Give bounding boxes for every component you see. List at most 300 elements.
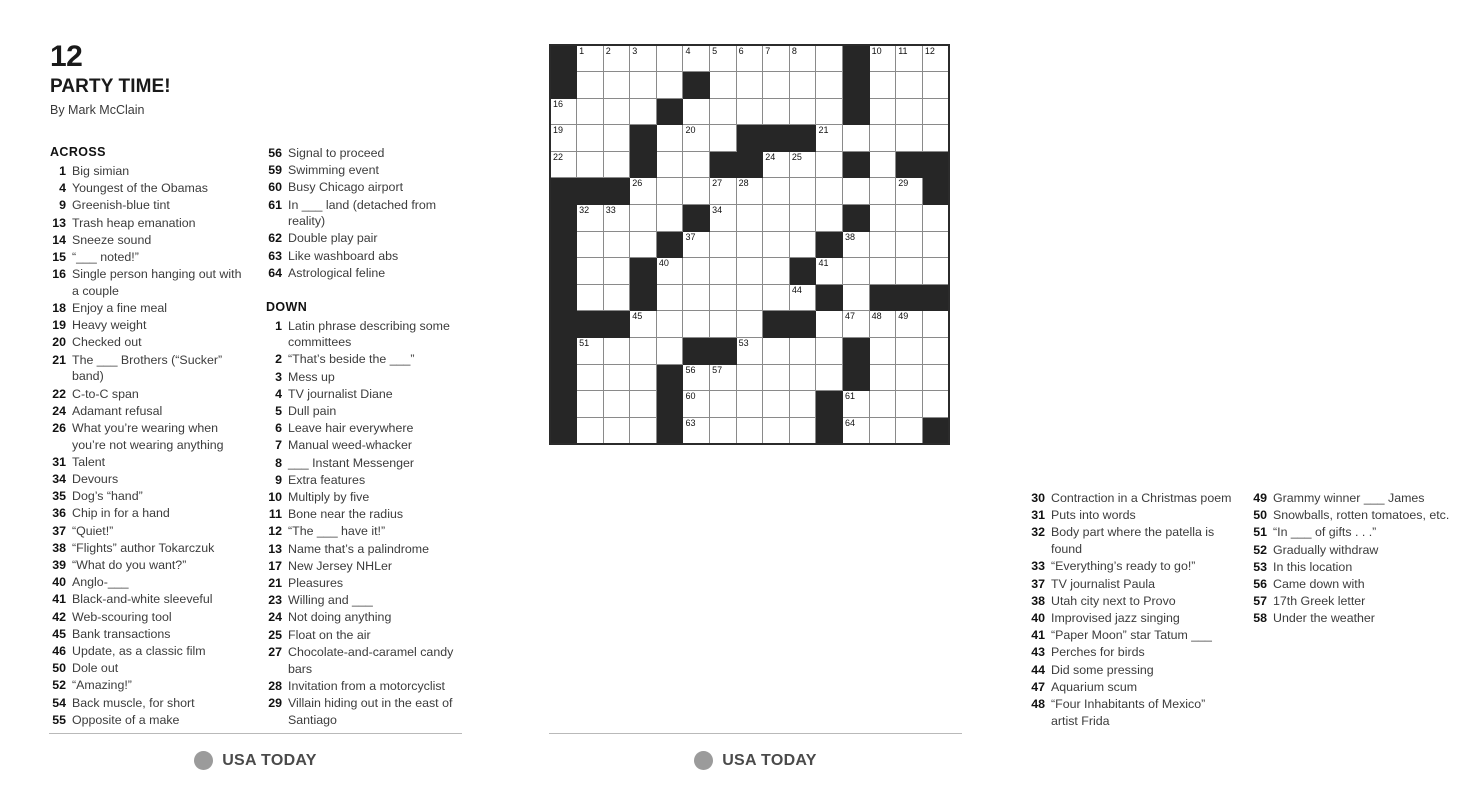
clue-item-across-64[interactable] <box>266 265 462 282</box>
grid-cell[interactable] <box>603 205 630 232</box>
clue-item-down-43[interactable] <box>1029 644 1233 661</box>
grid-cell-number: 32 <box>579 205 590 216</box>
grid-cell[interactable] <box>736 178 763 205</box>
clue-item-across-62[interactable] <box>266 230 462 247</box>
clue-item-across-42[interactable] <box>50 609 246 626</box>
grid-cell[interactable] <box>710 417 737 444</box>
grid-cell[interactable] <box>550 125 577 152</box>
grid-cell-number: 11 <box>898 46 908 56</box>
clue-number: 50 <box>52 661 66 676</box>
clue-item-down-10[interactable] <box>266 489 462 506</box>
grid-cell[interactable] <box>683 98 710 125</box>
grid-cell[interactable] <box>710 258 737 285</box>
grid-cell[interactable] <box>683 151 710 178</box>
clue-item-down-49[interactable] <box>1251 490 1455 507</box>
grid-cell[interactable] <box>896 231 923 258</box>
clue-item-across-39[interactable] <box>50 557 246 574</box>
clue-item-across-37[interactable] <box>50 523 246 540</box>
grid-cell[interactable] <box>843 178 870 205</box>
grid-cell[interactable] <box>896 391 923 418</box>
clue-item-across-22[interactable] <box>50 386 246 403</box>
grid-cell[interactable] <box>763 231 790 258</box>
grid-cell[interactable] <box>869 338 896 365</box>
clue-item-across-61[interactable] <box>266 197 462 230</box>
grid-cell[interactable] <box>869 311 896 338</box>
puzzle-byline: By Mark McClain <box>50 102 145 117</box>
grid-cell[interactable] <box>789 417 816 444</box>
grid-cell[interactable] <box>736 284 763 311</box>
grid-cell[interactable] <box>869 231 896 258</box>
grid-cell[interactable] <box>816 72 843 99</box>
clue-number: 49 <box>1253 491 1267 505</box>
grid-cell[interactable] <box>843 258 870 285</box>
grid-cell[interactable] <box>736 311 763 338</box>
grid-cell[interactable] <box>603 98 630 125</box>
clue-item-down-9[interactable] <box>266 472 462 489</box>
clue-item-across-21[interactable] <box>50 352 246 385</box>
grid-cell[interactable] <box>736 98 763 125</box>
grid-cell[interactable] <box>789 364 816 391</box>
clue-item-down-29[interactable] <box>266 695 462 728</box>
clue-item-down-41[interactable] <box>1029 627 1233 644</box>
clue-item-down-7[interactable] <box>266 437 462 454</box>
clue-text: Perches for birds <box>1051 645 1145 660</box>
clue-item-across-4[interactable] <box>50 180 246 197</box>
clue-item-across-26[interactable] <box>50 420 246 453</box>
grid-row <box>550 417 949 444</box>
grid-cell[interactable] <box>736 391 763 418</box>
grid-cell[interactable] <box>603 151 630 178</box>
clue-number: 37 <box>52 523 66 538</box>
left-page <box>0 0 500 800</box>
grid-cell[interactable] <box>843 417 870 444</box>
clue-item-across-54[interactable] <box>50 695 246 712</box>
grid-cell[interactable] <box>843 125 870 152</box>
clue-item-across-45[interactable] <box>50 626 246 643</box>
clue-text: In this location <box>1273 559 1353 574</box>
grid-cell[interactable] <box>789 391 816 418</box>
grid-cell[interactable] <box>577 284 604 311</box>
grid-cell[interactable] <box>630 205 657 232</box>
grid-cell[interactable] <box>922 311 949 338</box>
grid-cell[interactable] <box>736 205 763 232</box>
clue-item-down-33[interactable] <box>1029 558 1233 575</box>
grid-cell[interactable] <box>683 45 710 72</box>
clue-item-across-36[interactable] <box>50 505 246 522</box>
grid-cell[interactable] <box>869 45 896 72</box>
clue-item-down-11[interactable] <box>266 506 462 523</box>
clue-item-across-40[interactable] <box>50 574 246 591</box>
grid-cell[interactable] <box>922 258 949 285</box>
clue-item-down-12[interactable] <box>266 523 462 540</box>
clue-number: 17 <box>268 558 282 573</box>
clue-item-down-25[interactable] <box>266 627 462 644</box>
grid-cell[interactable] <box>603 364 630 391</box>
grid-cell[interactable] <box>550 151 577 178</box>
grid-cell[interactable] <box>763 98 790 125</box>
grid-cell-number: 60 <box>685 391 696 402</box>
clue-number: 55 <box>52 712 66 727</box>
clue-item-across-38[interactable] <box>50 540 246 557</box>
grid-cell[interactable] <box>763 205 790 232</box>
clue-item-across-13[interactable] <box>50 215 246 232</box>
grid-cell[interactable] <box>869 178 896 205</box>
grid-cell[interactable] <box>843 311 870 338</box>
grid-cell[interactable] <box>896 338 923 365</box>
grid-cell[interactable] <box>683 178 710 205</box>
grid-cell[interactable] <box>896 364 923 391</box>
clue-number: 34 <box>52 472 66 487</box>
grid-cell[interactable] <box>922 205 949 232</box>
clue-item-across-9[interactable] <box>50 197 246 214</box>
grid-cell[interactable] <box>630 391 657 418</box>
grid-cell[interactable] <box>683 231 710 258</box>
clue-item-down-28[interactable] <box>266 678 462 695</box>
grid-cell[interactable] <box>896 205 923 232</box>
grid-cell[interactable] <box>577 45 604 72</box>
clue-item-down-48[interactable] <box>1029 696 1233 729</box>
clue-item-down-4[interactable] <box>266 386 462 403</box>
grid-cell[interactable] <box>922 231 949 258</box>
grid-cell[interactable] <box>816 205 843 232</box>
clue-item-across-35[interactable] <box>50 488 246 505</box>
clue-item-down-6[interactable] <box>266 420 462 437</box>
grid-cell[interactable] <box>710 125 737 152</box>
grid-cell[interactable] <box>710 231 737 258</box>
grid-cell[interactable] <box>630 178 657 205</box>
clue-item-across-20[interactable] <box>50 334 246 351</box>
grid-cell-black <box>843 205 870 232</box>
clue-number: 9 <box>275 472 282 487</box>
grid-cell[interactable] <box>816 338 843 365</box>
grid-cell-black <box>630 151 657 178</box>
grid-cell[interactable] <box>789 178 816 205</box>
grid-cell[interactable] <box>710 284 737 311</box>
grid-cell[interactable] <box>550 98 577 125</box>
grid-cell[interactable] <box>789 72 816 99</box>
grid-cell-black <box>550 45 577 72</box>
grid-cell[interactable] <box>816 311 843 338</box>
clue-item-down-56[interactable] <box>1251 576 1455 593</box>
grid-cell[interactable] <box>630 311 657 338</box>
clue-number: 42 <box>52 609 66 624</box>
grid-cell[interactable] <box>630 72 657 99</box>
grid-cell[interactable] <box>736 338 763 365</box>
clue-item-across-1[interactable] <box>50 163 246 180</box>
clue-item-down-30[interactable] <box>1029 490 1233 507</box>
grid-cell[interactable] <box>896 311 923 338</box>
grid-cell[interactable] <box>763 417 790 444</box>
grid-cell[interactable] <box>656 258 683 285</box>
grid-cell-number: 45 <box>632 311 643 322</box>
grid-cell[interactable] <box>603 231 630 258</box>
grid-cell-black <box>816 231 843 258</box>
grid-cell[interactable] <box>710 98 737 125</box>
clue-item-down-51[interactable] <box>1251 524 1455 541</box>
grid-cell[interactable] <box>736 72 763 99</box>
clue-item-across-16[interactable] <box>50 266 246 299</box>
clue-item-down-3[interactable] <box>266 369 462 386</box>
grid-cell[interactable] <box>816 98 843 125</box>
clue-number: 13 <box>52 215 66 230</box>
grid-cell[interactable] <box>656 125 683 152</box>
grid-cell[interactable] <box>710 311 737 338</box>
clue-item-across-52[interactable] <box>50 677 246 694</box>
grid-cell[interactable] <box>896 98 923 125</box>
grid-cell[interactable] <box>577 364 604 391</box>
grid-cell-number: 47 <box>845 311 856 322</box>
clue-item-down-2[interactable] <box>266 351 462 368</box>
grid-cell[interactable] <box>710 205 737 232</box>
clue-item-down-24[interactable] <box>266 609 462 626</box>
clue-item-down-17[interactable] <box>266 558 462 575</box>
grid-cell[interactable] <box>843 391 870 418</box>
grid-cell-black <box>736 151 763 178</box>
across-clue-list-part1 <box>50 163 246 729</box>
grid-cell[interactable] <box>869 151 896 178</box>
clue-item-down-27[interactable] <box>266 644 462 677</box>
clue-item-across-18[interactable] <box>50 300 246 317</box>
grid-cell[interactable] <box>896 178 923 205</box>
clue-item-across-56[interactable] <box>266 145 462 162</box>
grid-cell[interactable] <box>683 258 710 285</box>
clue-item-across-59[interactable] <box>266 162 462 179</box>
grid-cell[interactable] <box>656 151 683 178</box>
clue-item-down-8[interactable] <box>266 455 462 472</box>
clue-item-down-37[interactable] <box>1029 576 1233 593</box>
grid-cell[interactable] <box>789 284 816 311</box>
grid-cell[interactable] <box>656 311 683 338</box>
grid-cell[interactable] <box>656 205 683 232</box>
clue-item-across-41[interactable] <box>50 591 246 608</box>
grid-cell[interactable] <box>656 45 683 72</box>
grid-cell[interactable] <box>736 45 763 72</box>
grid-cell[interactable] <box>789 205 816 232</box>
grid-cell[interactable] <box>869 205 896 232</box>
grid-cell[interactable] <box>656 284 683 311</box>
grid-cell-black <box>550 284 577 311</box>
grid-cell[interactable] <box>603 338 630 365</box>
grid-cell[interactable] <box>577 205 604 232</box>
grid-cell[interactable] <box>603 417 630 444</box>
grid-cell[interactable] <box>656 338 683 365</box>
grid-cell[interactable] <box>603 284 630 311</box>
clue-item-down-40[interactable] <box>1029 610 1233 627</box>
clue-item-across-34[interactable] <box>50 471 246 488</box>
clue-number: 56 <box>268 145 282 160</box>
grid-cell[interactable] <box>869 72 896 99</box>
clue-number: 2 <box>275 352 282 367</box>
grid-cell[interactable] <box>710 391 737 418</box>
grid-cell[interactable] <box>816 151 843 178</box>
grid-cell[interactable] <box>763 391 790 418</box>
grid-cell[interactable] <box>630 364 657 391</box>
grid-cell[interactable] <box>896 125 923 152</box>
grid-cell-number: 3 <box>632 46 638 56</box>
clue-item-across-50[interactable] <box>50 660 246 677</box>
grid-cell[interactable] <box>869 417 896 444</box>
clue-item-across-19[interactable] <box>50 317 246 334</box>
clue-text: Big simian <box>72 163 130 178</box>
grid-cell[interactable] <box>816 178 843 205</box>
grid-cell-black <box>922 284 949 311</box>
grid-cell[interactable] <box>577 98 604 125</box>
grid-cell[interactable] <box>577 391 604 418</box>
grid-cell-black <box>763 125 790 152</box>
grid-cell[interactable] <box>736 258 763 285</box>
grid-cell[interactable] <box>816 364 843 391</box>
grid-cell[interactable] <box>922 72 949 99</box>
clue-number: 41 <box>1031 628 1045 643</box>
grid-cell[interactable] <box>683 125 710 152</box>
grid-cell[interactable] <box>736 364 763 391</box>
clue-item-down-50[interactable] <box>1251 507 1455 524</box>
grid-cell[interactable] <box>710 178 737 205</box>
grid-cell[interactable] <box>710 45 737 72</box>
grid-cell[interactable] <box>789 231 816 258</box>
clue-number: 47 <box>1031 679 1045 694</box>
grid-cell[interactable] <box>763 178 790 205</box>
grid-cell[interactable] <box>789 151 816 178</box>
grid-cell[interactable] <box>603 391 630 418</box>
clue-text: Swimming event <box>288 163 379 178</box>
grid-cell-black <box>816 391 843 418</box>
clue-item-down-23[interactable] <box>266 592 462 609</box>
grid-cell[interactable] <box>922 338 949 365</box>
clue-item-down-52[interactable] <box>1251 542 1455 559</box>
clue-item-across-63[interactable] <box>266 248 462 265</box>
clue-item-across-14[interactable] <box>50 232 246 249</box>
grid-cell[interactable] <box>630 417 657 444</box>
grid-cell[interactable] <box>577 338 604 365</box>
grid-cell[interactable] <box>869 98 896 125</box>
clue-item-down-1[interactable] <box>266 318 462 351</box>
clue-item-across-15[interactable] <box>50 249 246 266</box>
clue-item-down-44[interactable] <box>1029 662 1233 679</box>
grid-cell[interactable] <box>736 231 763 258</box>
clue-item-across-55[interactable] <box>50 712 246 729</box>
clue-number: 60 <box>268 180 282 195</box>
grid-cell-number: 20 <box>685 125 696 136</box>
grid-cell[interactable] <box>577 151 604 178</box>
clue-number: 24 <box>52 403 66 418</box>
grid-cell[interactable] <box>869 364 896 391</box>
clue-number: 32 <box>1031 525 1045 540</box>
clue-item-down-32[interactable] <box>1029 524 1233 557</box>
clue-item-down-57[interactable] <box>1251 593 1455 610</box>
grid-cell[interactable] <box>577 258 604 285</box>
clue-item-down-21[interactable] <box>266 575 462 592</box>
grid-cell[interactable] <box>763 338 790 365</box>
grid-cell[interactable] <box>816 258 843 285</box>
grid-cell[interactable] <box>922 45 949 72</box>
clue-text: In ___ land (detached from reality) <box>288 197 437 229</box>
grid-cell[interactable] <box>656 72 683 99</box>
clue-item-across-24[interactable] <box>50 403 246 420</box>
grid-cell[interactable] <box>789 98 816 125</box>
clue-number: 43 <box>1031 645 1045 660</box>
grid-cell[interactable] <box>656 178 683 205</box>
grid-cell[interactable] <box>763 72 790 99</box>
grid-cell[interactable] <box>896 417 923 444</box>
crossword-grid[interactable] <box>549 44 950 445</box>
left-clue-columns <box>50 145 462 729</box>
clue-item-down-38[interactable] <box>1029 593 1233 610</box>
grid-cell[interactable] <box>763 258 790 285</box>
grid-cell[interactable] <box>683 417 710 444</box>
grid-cell[interactable] <box>763 284 790 311</box>
grid-cell[interactable] <box>577 125 604 152</box>
grid-cell[interactable] <box>922 391 949 418</box>
grid-cell[interactable] <box>896 72 923 99</box>
grid-cell[interactable] <box>763 364 790 391</box>
grid-cell[interactable] <box>869 125 896 152</box>
grid-cell[interactable] <box>683 311 710 338</box>
grid-cell-black <box>736 125 763 152</box>
clue-item-down-53[interactable] <box>1251 559 1455 576</box>
grid-cell-black <box>683 205 710 232</box>
grid-cell[interactable] <box>869 258 896 285</box>
grid-cell[interactable] <box>816 45 843 72</box>
grid-cell[interactable] <box>630 98 657 125</box>
grid-cell[interactable] <box>736 417 763 444</box>
grid-cell[interactable] <box>683 391 710 418</box>
grid-cell[interactable] <box>683 364 710 391</box>
grid-cell[interactable] <box>710 364 737 391</box>
grid-cell[interactable] <box>603 72 630 99</box>
grid-cell[interactable] <box>922 364 949 391</box>
grid-cell[interactable] <box>816 125 843 152</box>
grid-cell[interactable] <box>630 45 657 72</box>
clue-text: “In ___ of gifts . . .” <box>1273 525 1377 540</box>
clue-item-down-5[interactable] <box>266 403 462 420</box>
clue-text: “The ___ have it!” <box>288 524 386 539</box>
grid-cell[interactable] <box>630 231 657 258</box>
grid-cell[interactable] <box>789 338 816 365</box>
clue-column-4 <box>1251 490 1455 730</box>
grid-cell[interactable] <box>603 45 630 72</box>
grid-cell[interactable] <box>577 417 604 444</box>
grid-cell[interactable] <box>630 338 657 365</box>
grid-cell[interactable] <box>843 284 870 311</box>
clue-number: 41 <box>52 592 66 607</box>
grid-cell[interactable] <box>922 125 949 152</box>
grid-cell[interactable] <box>577 231 604 258</box>
clue-item-across-46[interactable] <box>50 643 246 660</box>
grid-cell[interactable] <box>843 231 870 258</box>
grid-cell[interactable] <box>683 284 710 311</box>
grid-cell[interactable] <box>869 391 896 418</box>
grid-cell[interactable] <box>603 258 630 285</box>
grid-cell[interactable] <box>896 258 923 285</box>
grid-cell[interactable] <box>763 151 790 178</box>
clue-item-across-31[interactable] <box>50 454 246 471</box>
grid-cell[interactable] <box>922 98 949 125</box>
down-heading: DOWN <box>266 299 308 314</box>
grid-cell[interactable] <box>603 125 630 152</box>
clue-item-down-58[interactable] <box>1251 610 1455 627</box>
clue-item-across-60[interactable] <box>266 179 462 196</box>
clue-item-down-13[interactable] <box>266 541 462 558</box>
grid-cell[interactable] <box>896 45 923 72</box>
grid-cell[interactable] <box>710 72 737 99</box>
grid-cell[interactable] <box>789 45 816 72</box>
grid-cell-black <box>656 417 683 444</box>
clue-item-down-47[interactable] <box>1029 679 1233 696</box>
grid-cell[interactable] <box>763 45 790 72</box>
grid-cell[interactable] <box>577 72 604 99</box>
clue-item-down-31[interactable] <box>1029 507 1233 524</box>
